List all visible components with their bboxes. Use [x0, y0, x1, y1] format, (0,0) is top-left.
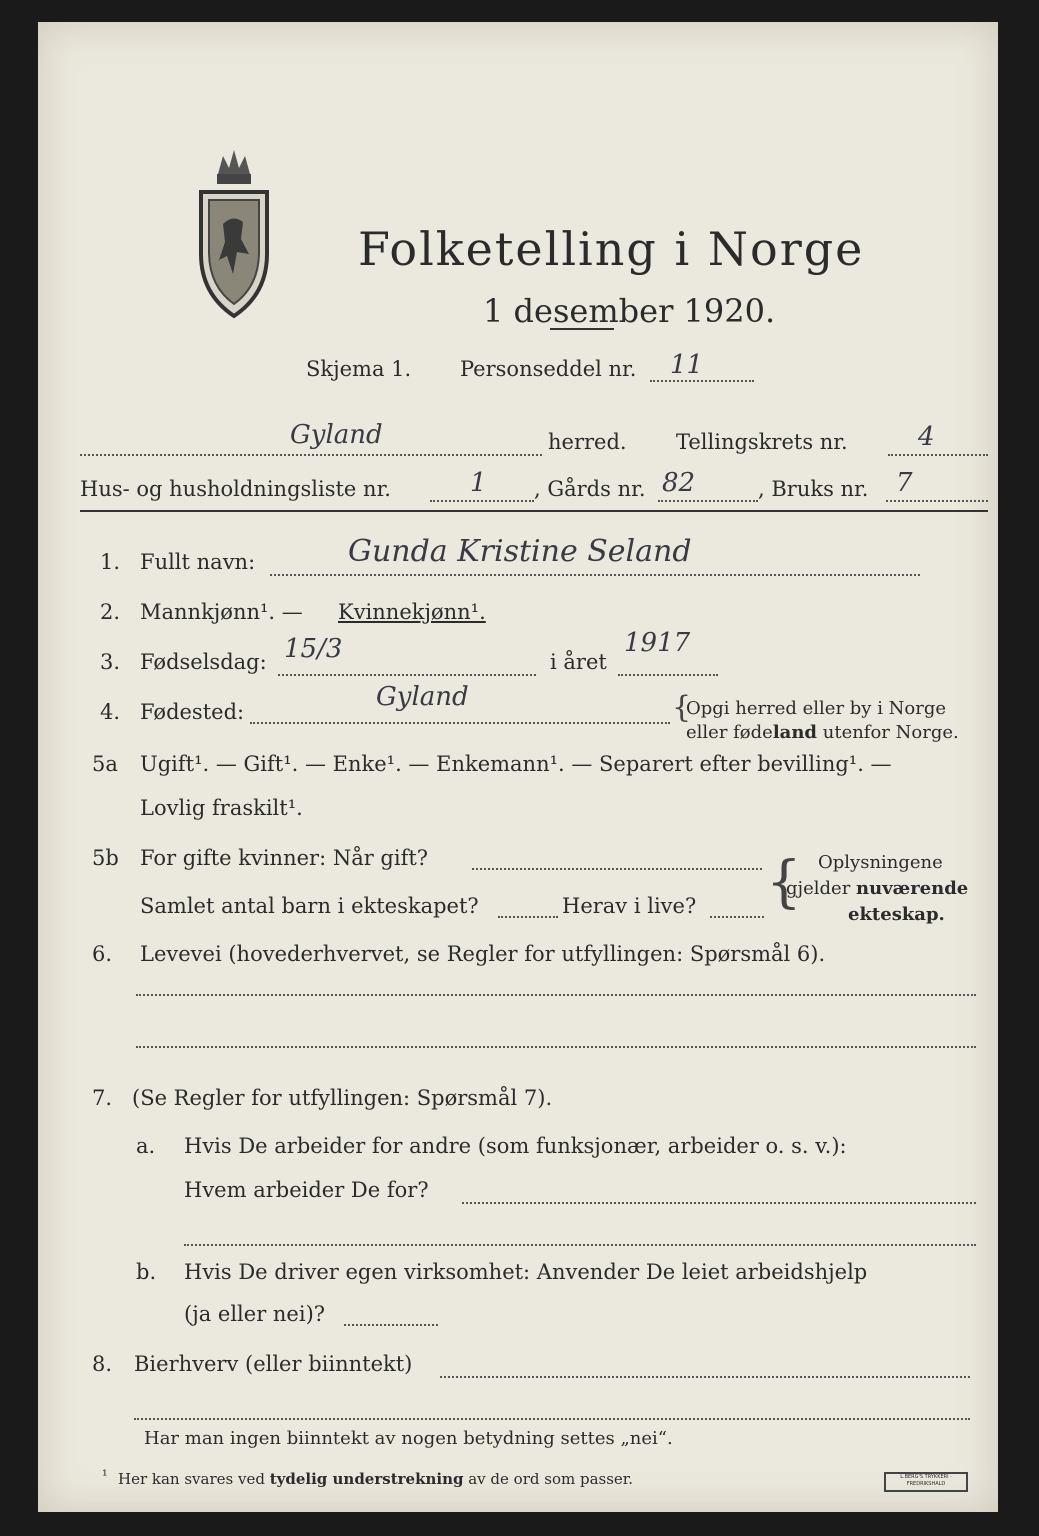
tellingskrets-line [888, 454, 988, 456]
q3-line [278, 674, 536, 676]
q3-year-label: i året [550, 650, 607, 674]
q7a-letter: a. [136, 1134, 156, 1158]
q8-line-2 [134, 1418, 970, 1420]
q7a-line1: Hvis De arbeider for andre (som funksjonær, arbeider o. s. v.): [184, 1134, 847, 1158]
q5b-number: 5b [92, 846, 119, 870]
q1-number: 1. [100, 550, 121, 574]
q6-line-2 [136, 1046, 976, 1048]
norwegian-coat-of-arms-icon [193, 144, 275, 319]
herred-label: herred. [548, 430, 627, 454]
q5b-married-when: For gifte kvinner: Når gift? [140, 846, 429, 870]
q4-note-line2: eller fødeland utenfor Norge. [686, 722, 959, 743]
q6-number: 6. [92, 942, 113, 966]
q4-line [250, 722, 670, 724]
q4-number: 4. [100, 700, 121, 724]
q8-number: 8. [92, 1352, 113, 1376]
q4-birthplace[interactable]: Gyland [376, 682, 469, 712]
q3-number: 3. [100, 650, 121, 674]
q3-birthday[interactable]: 15/3 [284, 634, 343, 664]
q5b-married-line [472, 868, 762, 870]
q5b-note-line3: ekteskap. [848, 904, 945, 925]
q5b-alive-line [710, 916, 764, 918]
q7-number: 7. [92, 1086, 113, 1110]
personseddel-line [650, 380, 754, 382]
q8-note: Har man ingen biinntekt av nogen betydning settes „nei“. [144, 1428, 673, 1449]
bruks-value[interactable]: 7 [896, 468, 913, 498]
q5a-marital-options[interactable]: Ugift¹. — Gift¹. — Enke¹. — Enkemann¹. — Separert efter bevilling¹. — [140, 752, 892, 776]
q3-birth-year[interactable]: 1917 [624, 628, 691, 658]
tellingskrets-label: Tellingskrets nr. [676, 430, 848, 454]
q5b-note-brace: { [766, 850, 802, 915]
q1-label: Fullt navn: [140, 550, 256, 574]
title-divider [550, 328, 614, 330]
census-date: 1 desember 1920. [483, 292, 776, 330]
q8-label: Bierhverv (eller biinntekt) [134, 1352, 413, 1376]
q5a-divorced-option[interactable]: Lovlig fraskilt¹. [140, 796, 303, 820]
q2-female-option[interactable]: Kvinnekjønn¹. [338, 600, 486, 624]
husliste-value[interactable]: 1 [470, 468, 487, 498]
q1-full-name[interactable]: Gunda Kristine Seland [348, 534, 692, 569]
q7a-employer-line [462, 1202, 976, 1204]
personseddel-value[interactable]: 11 [670, 350, 704, 380]
q5b-note-line1: Oplysningene [818, 852, 943, 873]
q5a-number: 5a [92, 752, 118, 776]
q8-line-1 [440, 1376, 970, 1378]
footnote-mark: ¹ [102, 1468, 108, 1484]
q2-male-option[interactable]: Mannkjønn¹. — [140, 600, 303, 624]
q7-label: (Se Regler for utfyllingen: Spørsmål 7). [132, 1086, 553, 1110]
husliste-line [430, 500, 534, 502]
q7b-line1: Hvis De driver egen virksomhet: Anvender De leiet arbeidshjelp [184, 1260, 868, 1284]
q2-number: 2. [100, 600, 121, 624]
q6-label: Levevei (hovederhvervet, se Regler for utfyllingen: Spørsmål 6). [140, 942, 826, 966]
section-divider [80, 510, 988, 512]
footnote: Her kan svares ved tydelig understrekning av de ord som passer. [118, 1470, 634, 1488]
q1-line [270, 574, 920, 576]
herred-value[interactable]: Gyland [290, 420, 383, 450]
gards-line [658, 500, 758, 502]
bruks-line [886, 500, 988, 502]
q7a-line2: Hvem arbeider De for? [184, 1178, 429, 1202]
personseddel-label: Personseddel nr. [460, 357, 637, 381]
form-title: Folketelling i Norge [358, 222, 865, 276]
census-form-page [38, 22, 998, 1512]
gards-label: , Gårds nr. [534, 477, 646, 501]
q7b-answer-line [344, 1324, 438, 1326]
q3-year-line [618, 674, 718, 676]
bruks-label: , Bruks nr. [758, 477, 869, 501]
q5b-alive-label: Herav i live? [562, 894, 697, 918]
herred-line [80, 454, 542, 456]
q6-line-1 [136, 994, 976, 996]
q3-label: Fødselsdag: [140, 650, 267, 674]
husliste-label: Hus- og husholdningsliste nr. [80, 477, 391, 501]
tellingskrets-value[interactable]: 4 [918, 422, 935, 452]
q5b-note-line2: gjelder nuværende [786, 878, 969, 899]
schema-label: Skjema 1. [306, 357, 412, 381]
q7b-line2: (ja eller nei)? [184, 1302, 326, 1326]
printer-stamp: L.BERG'S TRYKKERI · FREDRIKSHALD [884, 1472, 968, 1492]
q4-label: Fødested: [140, 700, 245, 724]
q5b-children-label: Samlet antal barn i ekteskapet? [140, 894, 479, 918]
q5b-children-line [498, 916, 558, 918]
q7a-line-2 [184, 1244, 976, 1246]
q4-note-line1: Opgi herred eller by i Norge [686, 698, 947, 719]
gards-value[interactable]: 82 [662, 468, 696, 498]
q7b-letter: b. [136, 1260, 157, 1284]
q4-note-brace: { [672, 690, 692, 725]
